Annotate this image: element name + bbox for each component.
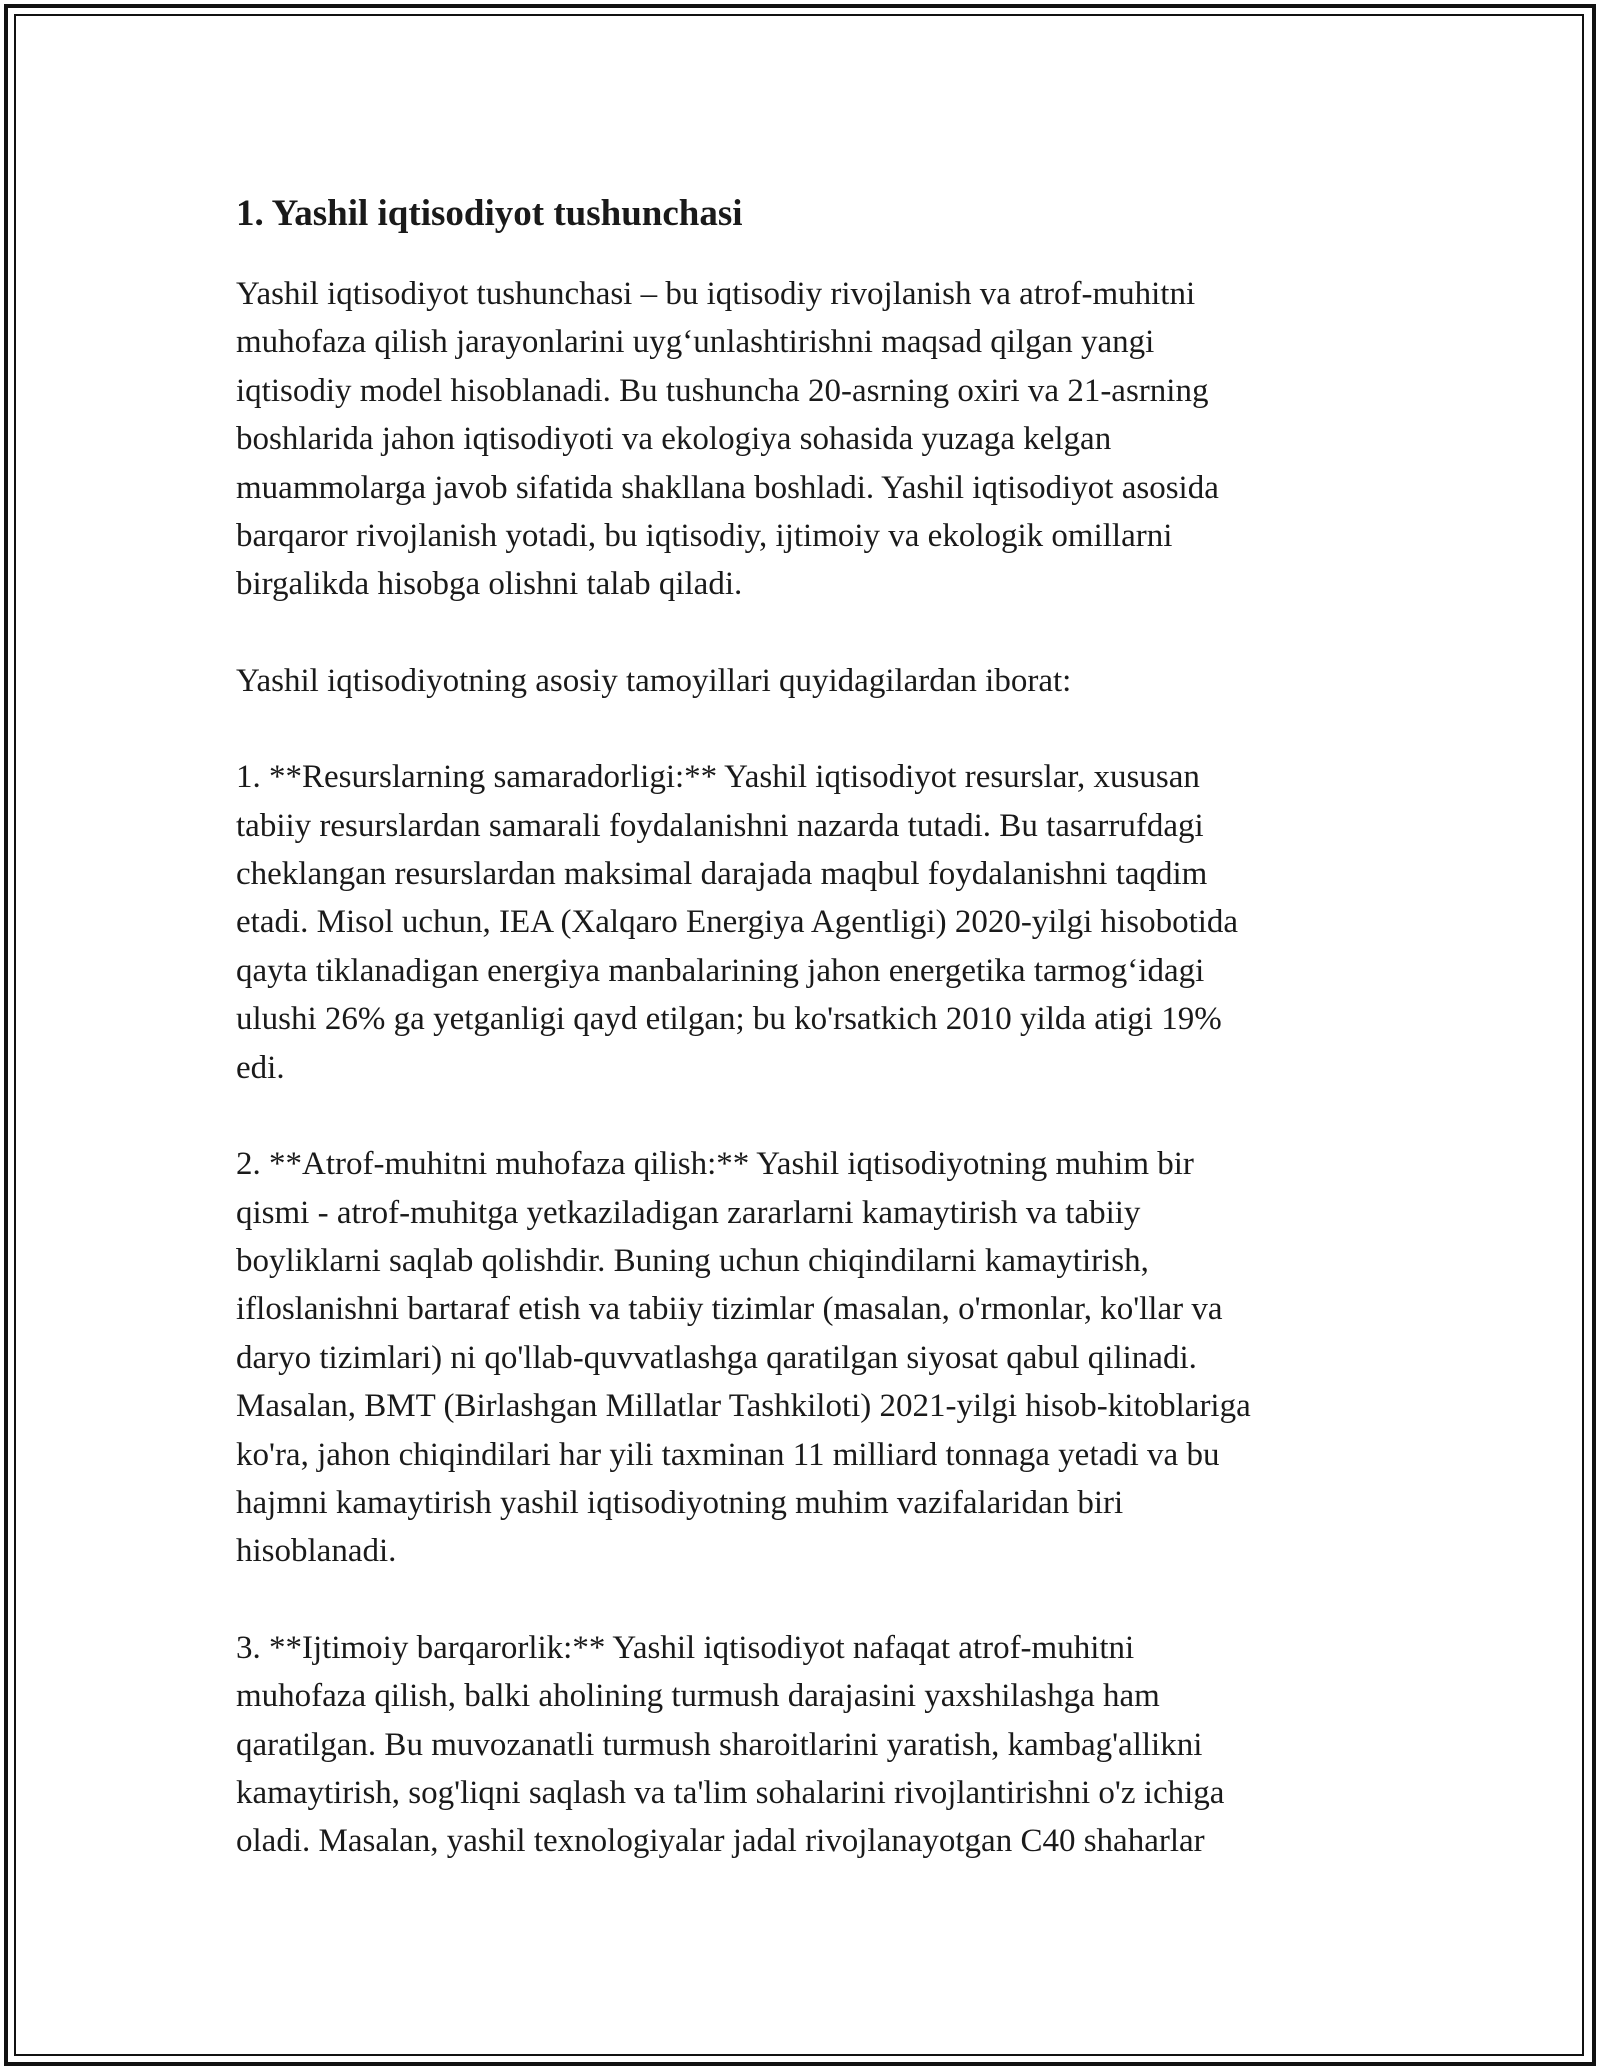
- paragraph-principle-1: 1. **Resurslarning samaradorligi:** Yashil iqtisodiyot resurslar, xususan tabiiy resurslardan samarali foydalanishni nazarda tutadi. Bu tasarrufdagi cheklangan resurslardan maksimal darajada maqbul foydalanishni taqdim etadi. Misol uchun, IEA (Xalqaro Energiya Agentligi) 2020-yilgi hisobotida qayta tiklanadigan energiya manbalarining jahon energetika tarmog‘idagi ulushi 26% ga yetganligi qayd etilgan; bu ko'rsatkich 2010 yilda atigi 19% edi.: [236, 759, 1239, 1086]
- paragraph-intro: Yashil iqtisodiyot tushunchasi – bu iqtisodiy rivojlanish va atrof-muhitni muhofaza qilish jarayonlarini uyg‘unlashtirishni maqsad qilgan yangi iqtisodiy model hisoblanadi. Bu tushuncha 20-asrning oxiri va 21-asrning boshlarida jahon iqtisodiyoti va ekologiya sohasida yuzaga kelgan muammolarga javob sifatida shakllana boshladi. Yashil iqtisodiyot asosida barqaror rivojlanish yotadi, bu iqtisodiy, ijtimoiy va ekologik omillarni birgalikda hisobga olishni talab qiladi.: [236, 276, 1219, 603]
- paragraph-principle-2: 2. **Atrof-muhitni muhofaza qilish:** Yashil iqtisodiyotning muhim bir qismi - atrof-muhitga yetkaziladigan zararlarni kamaytirish va tabiiy boyliklarni saqlab qolishdir. Buning uchun chiqindilarni kamaytirish, ifloslanishni bartaraf etish va tabiiy tizimlar (masalan, o'rmonlar, ko'llar va daryo tizimlari) ni qo'llab-quvvatlashga qaratilgan siyosat qabul qilinadi. Masalan, BMT (Birlashgan Millatlar Tashkiloti) 2021-yilgi hisob-kitoblariga ko'ra, jahon chiqindilari har yili taxminan 11 milliard tonnaga yetadi va bu hajmni kamaytirish yashil iqtisodiyotning muhim vazifalaridan biri hisoblanadi.: [236, 1146, 1251, 1570]
- paragraph-principle-3: 3. **Ijtimoiy barqarorlik:** Yashil iqtisodiyot nafaqat atrof-muhitni muhofaza qilish, balki aholining turmush darajasini yaxshilashga ham qaratilgan. Bu muvozanatli turmush sharoitlarini yaratish, kambag'allikni kamaytirish, sog'liqni saqlash va ta'lim sohalarini rivojlantirishni o'z ichiga oladi. Masalan, yashil texnologiyalar jadal rivojlanayotgan C40 shaharlar: [236, 1629, 1225, 1860]
- document-body: [236, 186, 1386, 1914]
- section-title: 1. Yashil iqtisodiyot tushunchasi: [236, 193, 743, 234]
- paragraph-principles-lead: Yashil iqtisodiyotning asosiy tamoyillari quyidagilardan iborat:: [236, 662, 1072, 699]
